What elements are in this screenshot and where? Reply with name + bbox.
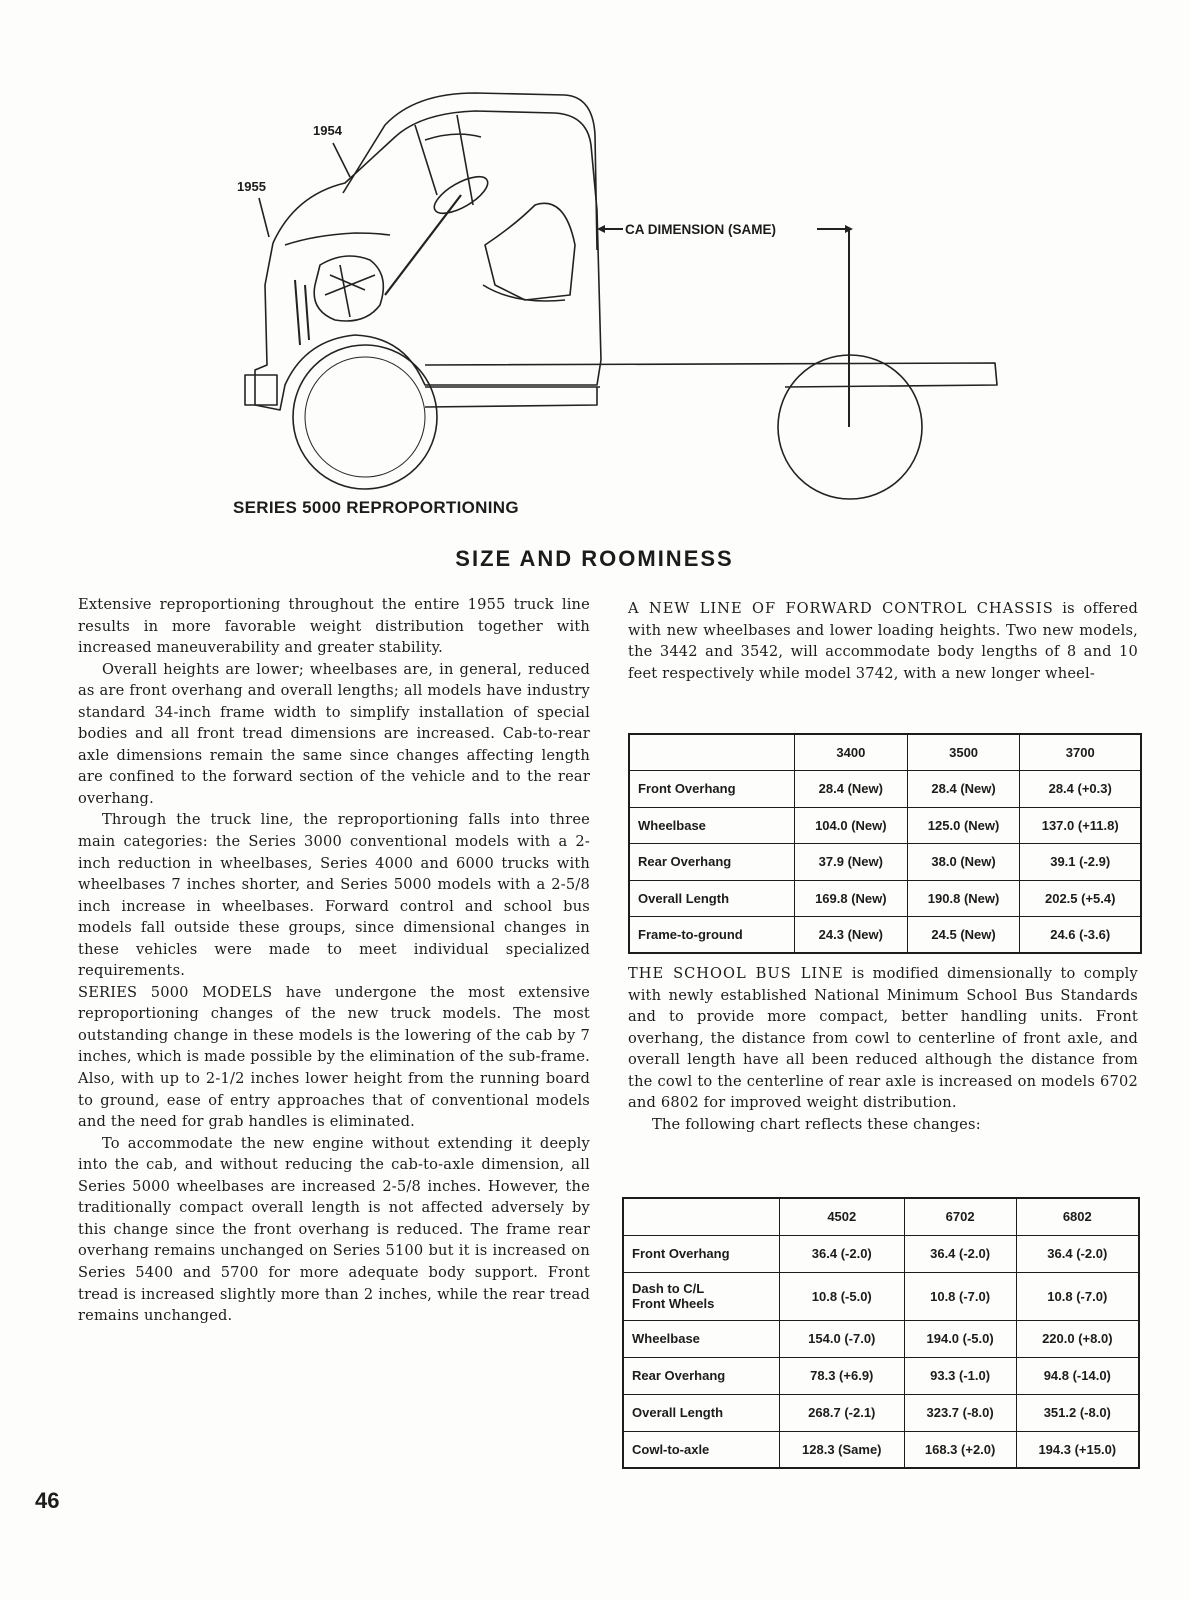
table-row — [629, 844, 1141, 881]
table-cell: 194.0 (-5.0) — [904, 1320, 1016, 1357]
forward-control-heading: A NEW LINE OF FORWARD CONTROL CHASSIS — [628, 600, 1054, 617]
table-cell: 268.7 (-2.1) — [779, 1394, 904, 1431]
table-cell: 28.4 (New) — [794, 771, 907, 808]
table-header-cell: 3400 — [794, 734, 907, 771]
left-column — [78, 594, 590, 1327]
row-label: Front Overhang — [623, 1235, 779, 1272]
table-header-cell: 4502 — [779, 1198, 904, 1235]
figure-caption: SERIES 5000 REPROPORTIONING — [233, 498, 519, 517]
paragraph: To accommodate the new engine without extending it deeply into the cab, and without reducing the cab-to-axle dimension, all Series 5000 wheelbases are increased 2-5/8 inches. However, the traditionally compact overall length is not affected adversely by this change since the front overhang is reduced. The frame rear overhang remains unchanged on Series 5100 but it is increased on Series 5400 and 5700 for more adequate body support. Front tread is increased slightly more than 2 inches, while the rear tread remains unchanged. — [78, 1134, 590, 1325]
ca-dimension-label: CA DIMENSION (SAME) — [625, 222, 776, 237]
table-row — [623, 1431, 1139, 1468]
table-cell: 38.0 (New) — [907, 844, 1020, 881]
table-cell: 36.4 (-2.0) — [779, 1235, 904, 1272]
frame-rail — [425, 363, 997, 387]
row-label-line-1: Dash to C/L — [632, 1281, 705, 1296]
table-row — [629, 771, 1141, 808]
table-header-cell — [629, 734, 794, 771]
table-row — [629, 917, 1141, 954]
table-cell: 24.3 (New) — [794, 917, 907, 954]
school-bus-heading: THE SCHOOL BUS LINE — [628, 965, 844, 982]
leader-1954 — [333, 143, 350, 177]
table-cell: 128.3 (Same) — [779, 1431, 904, 1468]
table-cell: 36.4 (-2.0) — [1016, 1235, 1139, 1272]
row-label: Rear Overhang — [629, 844, 794, 881]
ca-dimension-line — [601, 229, 849, 427]
table-cell: 220.0 (+8.0) — [1016, 1320, 1139, 1357]
table-cell: 28.4 (+0.3) — [1020, 771, 1141, 808]
cab-outline-1954 — [343, 93, 597, 250]
table-cell: 169.8 (New) — [794, 880, 907, 917]
table-header-row — [623, 1198, 1139, 1235]
truck-reproportioning-diagram — [225, 85, 1025, 515]
table-cell: 24.5 (New) — [907, 917, 1020, 954]
table-row — [623, 1394, 1139, 1431]
row-label: Overall Length — [623, 1394, 779, 1431]
row-label: Front Overhang — [629, 771, 794, 808]
table-cell: 323.7 (-8.0) — [904, 1394, 1016, 1431]
label-1955: 1955 — [237, 179, 266, 194]
table-cell: 351.2 (-8.0) — [1016, 1394, 1139, 1431]
front-wheel — [293, 345, 437, 489]
page-number: 46 — [35, 1488, 60, 1513]
paragraph: Overall heights are lower; wheelbases are, in general, reduced as are front overhang and overall lengths; all models have industry standard 34-inch frame width to simplify installation of special bodies and all front tread dimensions are increased. Cab-to-rear axle dimensions remain the same since changes affecting length are confined to the forward section of the vehicle and to the rear overhang. — [78, 660, 590, 807]
table-header-cell: 3500 — [907, 734, 1020, 771]
table-row — [623, 1357, 1139, 1394]
table-header-cell: 3700 — [1020, 734, 1141, 771]
forward-control-body: is offered with new wheelbases and lower loading heights. Two new models, the 3442 and 3542, will accommodate body lengths of 8 and 10 feet respectively while model 3742, with a new longer wheel- — [628, 600, 1138, 682]
table-cell: 10.8 (-7.0) — [904, 1272, 1016, 1320]
table-row — [623, 1235, 1139, 1272]
table-row — [623, 1272, 1139, 1320]
table-cell: 202.5 (+5.4) — [1020, 880, 1141, 917]
paragraph: SERIES 5000 MODELS have undergone the most extensive reproportioning changes of the new truck models. The most outstanding change in these models is the lowering of the cab by 7 inches, which is made possible by the elimination of the sub-frame. Also, with up to 2-1/2 inches lower height from the running board to ground, ease of entry approaches that of conventional models and the need for grab handles is eliminated. — [78, 983, 590, 1131]
school-bus-table — [622, 1197, 1140, 1469]
row-label: Wheelbase — [629, 807, 794, 844]
paragraph: Through the truck line, the reproportioning falls into three main categories: the Series 3000 conventional models with a 2-inch reduction in wheelbases, Series 4000 and 6000 trucks with wheelbases 7 inches shorter, and Series 5000 models with a 2-5/8 inch increase in wheelbases. Forward control and school bus models fall outside these groups, since dimensional changes in these vehicles were made to meet individual specialized requirements. — [78, 811, 590, 980]
school-bus-text — [628, 963, 1138, 1135]
table-cell: 168.3 (+2.0) — [904, 1431, 1016, 1468]
table-row — [629, 880, 1141, 917]
table-cell: 36.4 (-2.0) — [904, 1235, 1016, 1272]
table-cell: 24.6 (-3.6) — [1020, 917, 1141, 954]
leader-1955 — [259, 198, 269, 237]
row-label: Frame-to-ground — [629, 917, 794, 954]
section-title: SIZE AND ROOMINESS — [455, 546, 734, 571]
table-cell: 39.1 (-2.9) — [1020, 844, 1141, 881]
table-cell: 154.0 (-7.0) — [779, 1320, 904, 1357]
table-cell: 10.8 (-7.0) — [1016, 1272, 1139, 1320]
table-cell: 125.0 (New) — [907, 807, 1020, 844]
school-bus-body: is modified dimensionally to comply with newly established National Minimum School Bus Standards and to provide more compact, better handling units. Front overhang, the distance from cowl to centerline of front axle, and overall length have all been reduced although the distance from the cowl to the centerline of rear axle is increased on models 6702 and 6802 for improved weight distribution. — [628, 965, 1138, 1112]
chart-intro: The following chart reflects these changes: — [652, 1115, 981, 1133]
table-cell: 137.0 (+11.8) — [1020, 807, 1141, 844]
row-label: Wheelbase — [623, 1320, 779, 1357]
table-cell: 93.3 (-1.0) — [904, 1357, 1016, 1394]
row-label — [623, 1272, 779, 1320]
table-cell: 28.4 (New) — [907, 771, 1020, 808]
table-cell: 37.9 (New) — [794, 844, 907, 881]
table-row — [623, 1320, 1139, 1357]
paragraph: Extensive reproportioning throughout the entire 1955 truck line results in more favorable weight distribution together with increased maneuverability and greater stability. — [78, 596, 590, 657]
table-cell: 194.3 (+15.0) — [1016, 1431, 1139, 1468]
table-cell: 104.0 (New) — [794, 807, 907, 844]
forward-control-text — [628, 598, 1138, 684]
table-header-cell: 6702 — [904, 1198, 1016, 1235]
table-header-cell: 6802 — [1016, 1198, 1139, 1235]
table-header-cell — [623, 1198, 779, 1235]
table-header-row — [629, 734, 1141, 771]
row-label: Rear Overhang — [623, 1357, 779, 1394]
table-cell: 10.8 (-5.0) — [779, 1272, 904, 1320]
row-label: Overall Length — [629, 880, 794, 917]
row-label-line-2: Front Wheels — [632, 1296, 715, 1311]
table-cell: 94.8 (-14.0) — [1016, 1357, 1139, 1394]
label-1954: 1954 — [313, 123, 342, 138]
table-cell: 78.3 (+6.9) — [779, 1357, 904, 1394]
table-cell: 190.8 (New) — [907, 880, 1020, 917]
forward-control-table — [628, 733, 1142, 954]
hood-fender — [255, 243, 601, 410]
row-label: Cowl-to-axle — [623, 1431, 779, 1468]
table-row — [629, 807, 1141, 844]
